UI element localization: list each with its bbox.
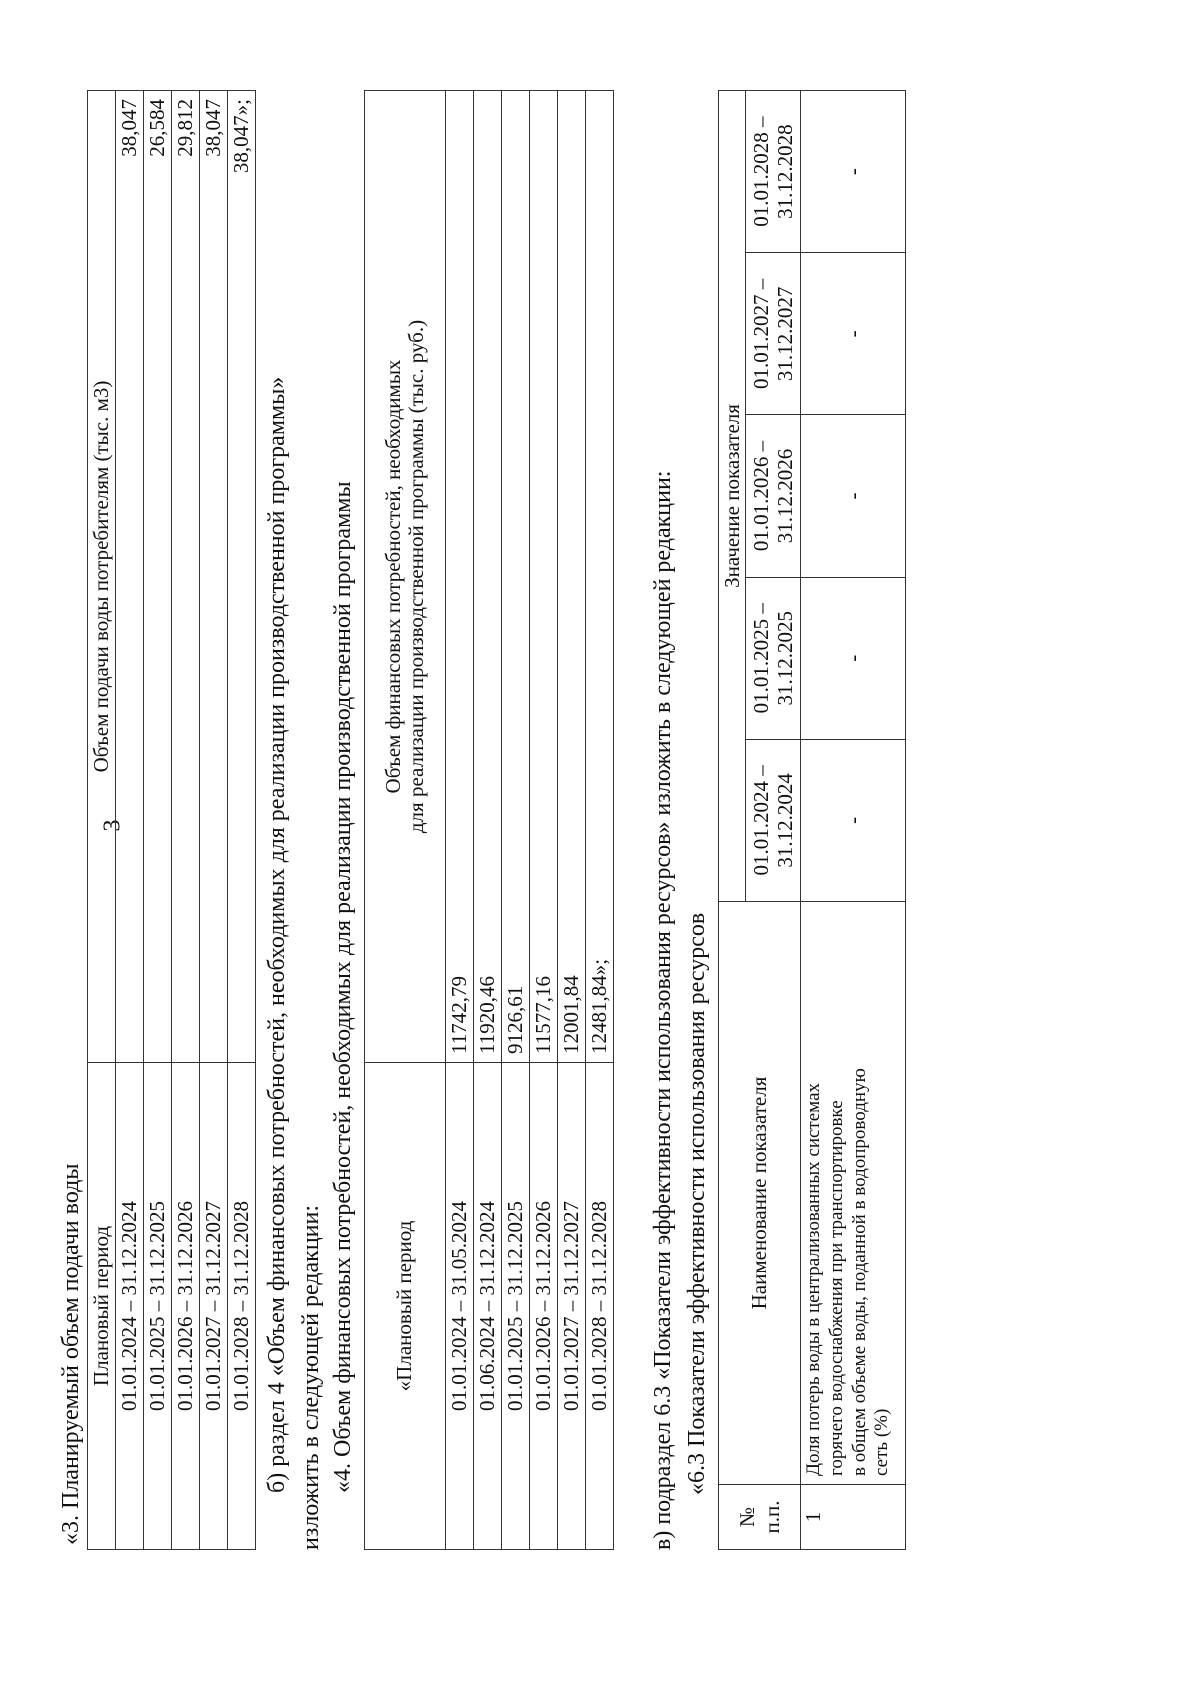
table-row xyxy=(200,91,228,1550)
table-row xyxy=(586,91,614,1550)
resource-efficiency-table xyxy=(718,90,906,1550)
header-year-line1: 01.01.2028 – xyxy=(748,116,773,227)
header-year xyxy=(746,739,801,901)
indicator-name-line2: горячего водоснабжения при транспортировке xyxy=(825,1100,847,1476)
header-year-line1: 01.01.2026 – xyxy=(748,440,773,552)
value-cell: 12001,84 xyxy=(558,91,586,1063)
header-number xyxy=(719,1485,801,1550)
indicator-name-line3: в общем объеме воды, поданной в водопроводную xyxy=(848,1068,870,1476)
value-cell: 38,047 xyxy=(116,91,144,1063)
paragraph-b-line2: изложить в следующей редакции: xyxy=(298,1204,324,1550)
section-3-title: «3. Планируемый объем подачи воды xyxy=(58,1163,84,1545)
header-year-line2: 31.12.2025 xyxy=(773,610,797,706)
value-cell: - xyxy=(801,577,906,739)
value-cell: 12481,84»; xyxy=(586,91,614,1063)
indicator-name-line1: Доля потерь воды в централизованных системах xyxy=(803,1083,824,1476)
section-4-title: «4. Объем финансовых потребностей, необходимых для реализации производственной программы xyxy=(330,481,356,1493)
period-cell: 01.01.2025 – 31.12.2025 xyxy=(502,1063,530,1550)
header-year xyxy=(746,577,801,739)
header-year xyxy=(746,91,801,253)
period-cell: 01.01.2025 – 31.12.2025 xyxy=(144,1063,172,1550)
paragraph-c: в) подраздел 6.3 «Показатели эффективности использования ресурсов» изложить в следующей редакции: xyxy=(650,470,676,1550)
value-cell: 38,047 xyxy=(200,91,228,1063)
period-cell: 01.01.2027 – 31.12.2027 xyxy=(200,1063,228,1550)
value-cell: 9126,61 xyxy=(502,91,530,1063)
water-supply-volume-table xyxy=(87,90,256,1550)
page-number: 3 xyxy=(99,819,126,832)
indicator-name-line4: сеть (%) xyxy=(871,1408,893,1476)
table-row xyxy=(446,91,474,1550)
header-year-line1: 01.01.2027 – xyxy=(748,278,773,389)
value-cell: 11742,79 xyxy=(446,91,474,1063)
table-header-row xyxy=(88,91,116,1550)
period-cell: 01.06.2024 – 31.12.2024 xyxy=(474,1063,502,1550)
period-cell: 01.01.2026 – 31.12.2026 xyxy=(530,1063,558,1550)
value-cell: - xyxy=(801,739,906,901)
table-row xyxy=(474,91,502,1550)
indicator-name-cell xyxy=(801,902,906,1485)
header-value-group: Значение показателя xyxy=(719,91,746,902)
period-cell: 01.01.2027 – 31.12.2027 xyxy=(558,1063,586,1550)
header-year-line2: 31.12.2024 xyxy=(773,773,797,868)
table-row xyxy=(558,91,586,1550)
header-number-line1: № xyxy=(734,1506,759,1528)
table-row xyxy=(530,91,558,1550)
period-cell: 01.01.2024 – 31.12.2024 xyxy=(116,1063,144,1550)
header-year xyxy=(746,253,801,415)
value-cell: - xyxy=(801,91,906,253)
header-indicator-name: Наименование показателя xyxy=(719,902,801,1485)
header-year-line1: 01.01.2024 – xyxy=(748,765,773,876)
table-header-row xyxy=(365,91,446,1550)
value-cell: 11920,46 xyxy=(474,91,502,1063)
header-period: Плановый период xyxy=(88,1063,116,1550)
header-volume: Объем подачи воды потребителям (тыс. м3) xyxy=(88,91,116,1063)
header-number-line2: п.п. xyxy=(759,1500,784,1534)
header-volume xyxy=(365,91,446,1063)
header-year-line2: 31.12.2026 xyxy=(773,448,797,544)
table-row xyxy=(228,91,256,1550)
period-cell: 01.01.2024 – 31.05.2024 xyxy=(446,1063,474,1550)
paragraph-b-line1: б) раздел 4 «Объем финансовых потребностей, необходимых для реализации производственной программы» xyxy=(264,376,290,1493)
row-number-cell: 1 xyxy=(801,1485,906,1550)
table-row xyxy=(502,91,530,1550)
section-6-3-title: «6.3 Показатели эффективности использования ресурсов xyxy=(684,912,710,1495)
period-cell: 01.01.2028 – 31.12.2028 xyxy=(228,1063,256,1550)
header-period: «Плановый период xyxy=(365,1063,446,1550)
rotated-page-content xyxy=(60,83,1140,1613)
table-row xyxy=(144,91,172,1550)
table-header-row xyxy=(719,91,746,1550)
period-cell: 01.01.2026 – 31.12.2026 xyxy=(172,1063,200,1550)
value-cell: 11577,16 xyxy=(530,91,558,1063)
header-volume-line1: Объем финансовых потребностей, необходимых xyxy=(380,359,405,794)
header-year-line1: 01.01.2025 – xyxy=(748,603,773,714)
header-year xyxy=(746,415,801,577)
value-cell: - xyxy=(801,415,906,577)
period-cell: 01.01.2028 – 31.12.2028 xyxy=(586,1063,614,1550)
financial-needs-table xyxy=(364,90,614,1550)
header-year-line2: 31.12.2028 xyxy=(773,124,797,219)
value-cell: 26,584 xyxy=(144,91,172,1063)
value-cell: 29,812 xyxy=(172,91,200,1063)
value-cell: 38,047»; xyxy=(228,91,256,1063)
table-row xyxy=(116,91,144,1550)
table-row xyxy=(801,91,906,1550)
header-volume-line2: для реализации производственной программы (тыс. руб.) xyxy=(404,319,428,834)
value-cell: - xyxy=(801,253,906,415)
table-row xyxy=(172,91,200,1550)
header-year-line2: 31.12.2027 xyxy=(773,286,797,382)
